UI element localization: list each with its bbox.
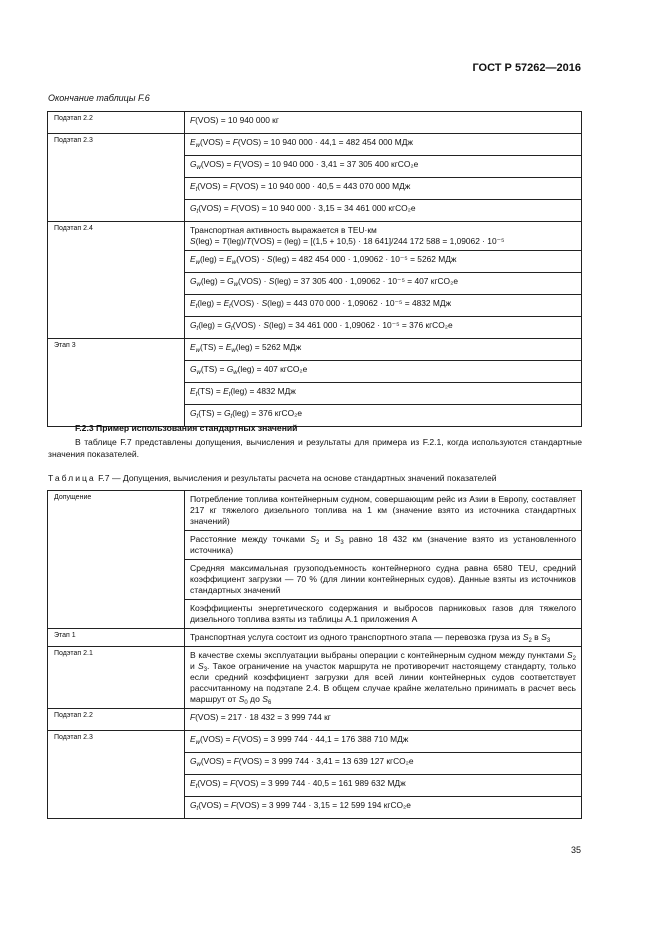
text-cell: Средняя максимальная грузоподъемность контейнерного судна равна 6580 TEU, средний коэффициент загрузки — 70 % (для линии контейнерных судов). Данные взяты из источников стандартных значений (185, 560, 582, 600)
text-cell: В качестве схемы эксплуатации выбраны операции с контейнерным судном между пунктами $S_2$ и $S_3$. Такое ограничение на участок маршрута не противоречит настоящему стандарту, только если средний коэффициент загрузки для всей линии контейнерных судов соответствует рассчитанному на подэтапе 2.4. В общем случае крайне желательно принимать в расчет весь маршрут от $S_0$ до $S_6$ (185, 647, 582, 709)
formula-cell: $E_w(leg) = E_w(VOS) \cdot S(leg) = 482$ 454 000 · 1,09062 · 10⁻⁵ = 5262 МДж (185, 251, 582, 273)
formula-cell: $G_t(VOS) = F(VOS) = 3$ 999 744 · 3,15 = 12 599 194 кгCO₂е (185, 797, 582, 819)
table-row (48, 491, 582, 531)
row-label: Подэтап 2.3 (48, 731, 185, 819)
formula-cell: $G_t(leg) = G_t(VOS) \cdot S(leg) = 34$ 461 000 · 1,09062 · 10⁻⁵ = 376 кгCO₂е (185, 317, 582, 339)
table-row (48, 222, 582, 251)
section-paragraph: В таблице F.7 представлены допущения, вычисления и результаты для примера из F.2.1, когда используются стандартные значения показателей. (48, 437, 582, 459)
table-caption: Таблица F.7 — Допущения, вычисления и результаты расчета на основе стандартных значений показателей (48, 473, 497, 483)
formula-cell: $E_w(VOS) = F(VOS) = 10$ 940 000 · 44,1 = 482 454 000 МДж (185, 134, 582, 156)
formula-cell: $E_t(VOS) = F(VOS) = 10$ 940 000 · 40,5 = 443 070 000 МДж (185, 178, 582, 200)
formula-cell: F(VOS) = 10 940 000 кг (185, 112, 582, 134)
formula-cell: $E_t(leg) = E_t(VOS) \cdot S(leg) = 443$ 070 000 · 1,09062 · 10⁻⁵ = 4832 МДж (185, 295, 582, 317)
page-number: 35 (570, 845, 581, 855)
formula-cell: Транспортная активность выражается в TEU·км S(leg) = T(leg)/T(VOS) = (leg) = [(1,5 + 10,5) · 18 641]/244 172 588 = 1,09062 · 10⁻⁵ (185, 222, 582, 251)
section-heading: F.2.3 Пример использования стандартных значений (75, 423, 298, 433)
row-label: Этап 1 (48, 629, 185, 647)
formula-cell: $E_t(TS) = E_t(leg) = 4832$ МДж (185, 383, 582, 405)
table-row (48, 647, 582, 709)
standard-header: ГОСТ Р 57262—2016 (472, 62, 581, 74)
formula-cell: $G_t(VOS) = F(VOS) = 10$ 940 000 · 3,15 = 34 461 000 кгCO₂е (185, 200, 582, 222)
formula-cell: $G_t(TS) = G_t(leg) = 376$ кгCO₂е (185, 405, 582, 427)
formula-cell: $G_w(VOS) = F(VOS) = 3$ 999 744 · 3,41 = 13 639 127 кгCO₂е (185, 753, 582, 775)
row-label: Этап 3 (48, 339, 185, 427)
table-f7 (47, 490, 582, 819)
row-label: Подэтап 2.1 (48, 647, 185, 709)
table-row (48, 339, 582, 361)
row-label: Подэтап 2.2 (48, 709, 185, 731)
text-cell: Транспортная услуга состоит из одного транспортного этапа — перевозка груза из $S_2$ в $S_3$ (185, 629, 582, 647)
formula-cell: $E_w(VOS) = F(VOS) = 3$ 999 744 · 44,1 = 176 388 710 МДж (185, 731, 582, 753)
formula-cell: $G_w(leg) = G_w(VOS) \cdot S(leg) = 37$ 305 400 · 1,09062 · 10⁻⁵ = 407 кгCO₂е (185, 273, 582, 295)
text-cell: Коэффициенты энергетического содержания и выбросов парниковых газов для тяжелого дизельного топлива взяты из таблицы А.1 приложения А (185, 600, 582, 629)
row-label: Подэтап 2.4 (48, 222, 185, 339)
formula-cell: $E_w(TS) = E_w(leg) = 5262$ МДж (185, 339, 582, 361)
formula-cell: $G_w(TS) = G_w(leg) = 407$ кгCO₂е (185, 361, 582, 383)
table-row (48, 629, 582, 647)
row-label: Подэтап 2.2 (48, 112, 185, 134)
table-row (48, 112, 582, 134)
text-cell: Расстояние между точками $S_2$ и $S_3$ равно 18 432 км (значение взято из установленного источника) (185, 531, 582, 560)
table-f6 (47, 111, 582, 427)
formula-cell: $E_t(VOS) = F(VOS) = 3$ 999 744 · 40,5 = 161 989 632 МДж (185, 775, 582, 797)
row-label: Подэтап 2.3 (48, 134, 185, 222)
table-row (48, 709, 582, 731)
formula-cell: $G_w(VOS) = F(VOS) = 10$ 940 000 · 3,41 = 37 305 400 кгCO₂е (185, 156, 582, 178)
row-label: Допущение (48, 491, 185, 629)
table-continuation-label: Окончание таблицы F.6 (48, 93, 150, 103)
formula-cell: F(VOS) = 217 · 18 432 = 3 999 744 кг (185, 709, 582, 731)
text-cell: Потребление топлива контейнерным судном, совершающим рейс из Азии в Европу, составляет 217 кг тяжелого дизельного топлива на 1 км (значение взято из источника стандартных значений) (185, 491, 582, 531)
table-row (48, 134, 582, 156)
table-row (48, 731, 582, 753)
